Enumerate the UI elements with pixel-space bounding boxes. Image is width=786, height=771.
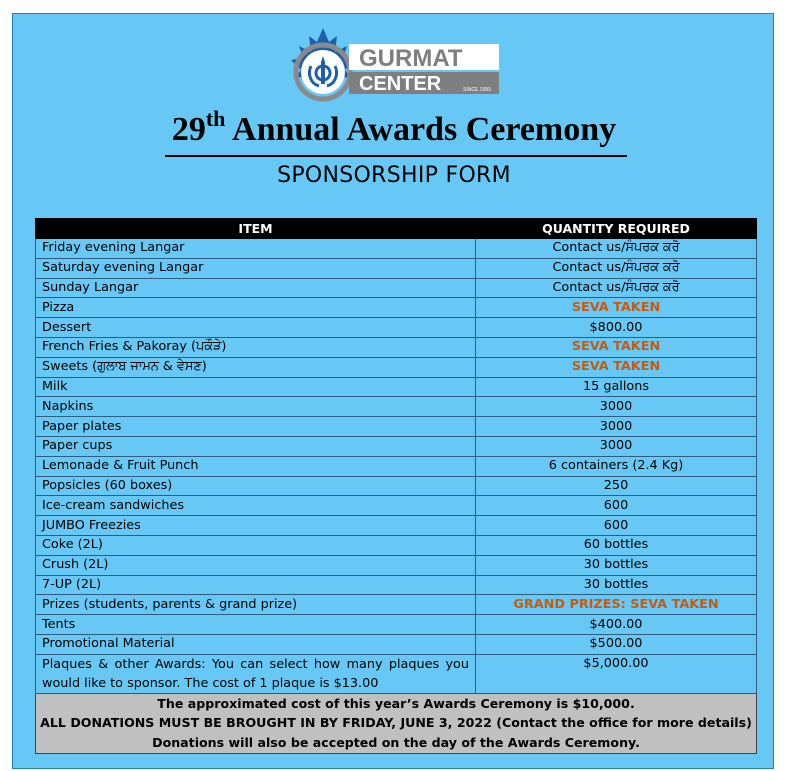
table-row [36, 595, 757, 615]
logo-text-line2: CENTER [359, 73, 442, 95]
footer-line-ceremony: Donations will also be accepted on the day of the Awards Ceremony. [152, 734, 640, 750]
quantity-cell: $500.00 [476, 634, 757, 654]
table-row [36, 337, 757, 357]
quantity-cell: 30 bottles [476, 575, 757, 595]
table-row [36, 456, 757, 476]
table-row [36, 417, 757, 437]
item-cell: Pizza [36, 298, 476, 318]
quantity-cell: 60 bottles [476, 535, 757, 555]
item-cell: Tents [36, 615, 476, 635]
maple-leaf-khanda-icon [291, 28, 355, 99]
seva-taken-cell: SEVA TAKEN [476, 298, 757, 318]
item-cell: Coke (2L) [36, 535, 476, 555]
quantity-cell: $5,000.00 [476, 654, 757, 693]
title-suffix: th [205, 106, 226, 131]
table-row [36, 298, 757, 318]
page-title [13, 106, 775, 150]
quantity-cell: 250 [476, 476, 757, 496]
table-row [36, 555, 757, 575]
table-row [36, 397, 757, 417]
item-cell: Lemonade & Fruit Punch [36, 456, 476, 476]
item-cell: French Fries & Pakoray (ਪਕੌੜੇ) [36, 337, 476, 357]
item-cell: Paper plates [36, 417, 476, 437]
seva-taken-cell: SEVA TAKEN [476, 357, 757, 377]
table-row [36, 258, 757, 278]
quantity-cell: 15 gallons [476, 377, 757, 397]
footer-line-cost: The approximated cost of this year’s Awards Ceremony is $10,000. [157, 695, 635, 711]
item-cell: Prizes (students, parents & grand prize) [36, 595, 476, 615]
table-row [36, 278, 757, 298]
quantity-cell: 3000 [476, 417, 757, 437]
footer-notes [36, 693, 757, 753]
table-row [36, 476, 757, 496]
item-cell: Promotional Material [36, 634, 476, 654]
seva-taken-cell: GRAND PRIZES: SEVA TAKEN [476, 595, 757, 615]
quantity-cell: Contact us/ਸੰਪਰਕ ਕਰੋ [476, 239, 757, 259]
quantity-cell: 600 [476, 516, 757, 536]
quantity-cell: Contact us/ਸੰਪਰਕ ਕਰੋ [476, 278, 757, 298]
quantity-cell: 30 bottles [476, 555, 757, 575]
table-row [36, 615, 757, 635]
table-row [36, 634, 757, 654]
item-cell: Friday evening Langar [36, 239, 476, 259]
item-cell: Milk [36, 377, 476, 397]
table-row [36, 575, 757, 595]
table-header-row [36, 219, 757, 239]
table-row [36, 239, 757, 259]
table-row [36, 535, 757, 555]
table-row [36, 436, 757, 456]
header-quantity: QUANTITY REQUIRED [476, 219, 757, 239]
page-subtitle: SPONSORSHIP FORM [277, 163, 511, 188]
item-cell: Ice-cream sandwiches [36, 496, 476, 516]
item-cell: Popsicles (60 boxes) [36, 476, 476, 496]
item-cell: Napkins [36, 397, 476, 417]
title-number: 29 [171, 111, 206, 148]
table-body [36, 239, 757, 694]
seva-taken-cell: SEVA TAKEN [476, 337, 757, 357]
table-row [36, 318, 757, 338]
table-row [36, 654, 757, 693]
item-cell: Paper cups [36, 436, 476, 456]
form-page [12, 13, 774, 769]
title-text: Annual Awards Ceremony [225, 111, 617, 148]
header-item: ITEM [36, 219, 476, 239]
quantity-cell: 3000 [476, 436, 757, 456]
item-cell: JUMBO Freezies [36, 516, 476, 536]
item-cell: Dessert [36, 318, 476, 338]
quantity-cell: 3000 [476, 397, 757, 417]
gurmat-center-logo [285, 26, 500, 112]
table-row [36, 357, 757, 377]
table-row [36, 377, 757, 397]
logo-text-line1: GURMAT [359, 45, 463, 72]
quantity-cell: $800.00 [476, 318, 757, 338]
title-underline [165, 155, 627, 157]
footer-line-deadline: ALL DONATIONS MUST BE BROUGHT IN BY FRIDAY, JUNE 3, 2022 (Contact the office for more details) [40, 715, 752, 731]
quantity-cell: 6 containers (2.4 Kg) [476, 456, 757, 476]
quantity-cell: $400.00 [476, 615, 757, 635]
item-cell: Saturday evening Langar [36, 258, 476, 278]
table-footer-row [36, 693, 757, 753]
item-cell: Sweets (ਗੁਲਾਬ ਜਾਮਨ & ਵੇਸਣ) [36, 357, 476, 377]
table-row [36, 516, 757, 536]
item-cell: 7-UP (2L) [36, 575, 476, 595]
table-row [36, 496, 757, 516]
quantity-cell: 600 [476, 496, 757, 516]
item-cell: Plaques & other Awards: You can select how many plaques you would like to sponsor. The cost of 1 plaque is $13.00 [36, 654, 476, 693]
item-cell: Sunday Langar [36, 278, 476, 298]
logo-since: SINCE 1993 [463, 87, 491, 93]
item-cell: Crush (2L) [36, 555, 476, 575]
sponsorship-table [35, 218, 757, 754]
quantity-cell: Contact us/ਸੰਪਰਕ ਕਰੋ [476, 258, 757, 278]
